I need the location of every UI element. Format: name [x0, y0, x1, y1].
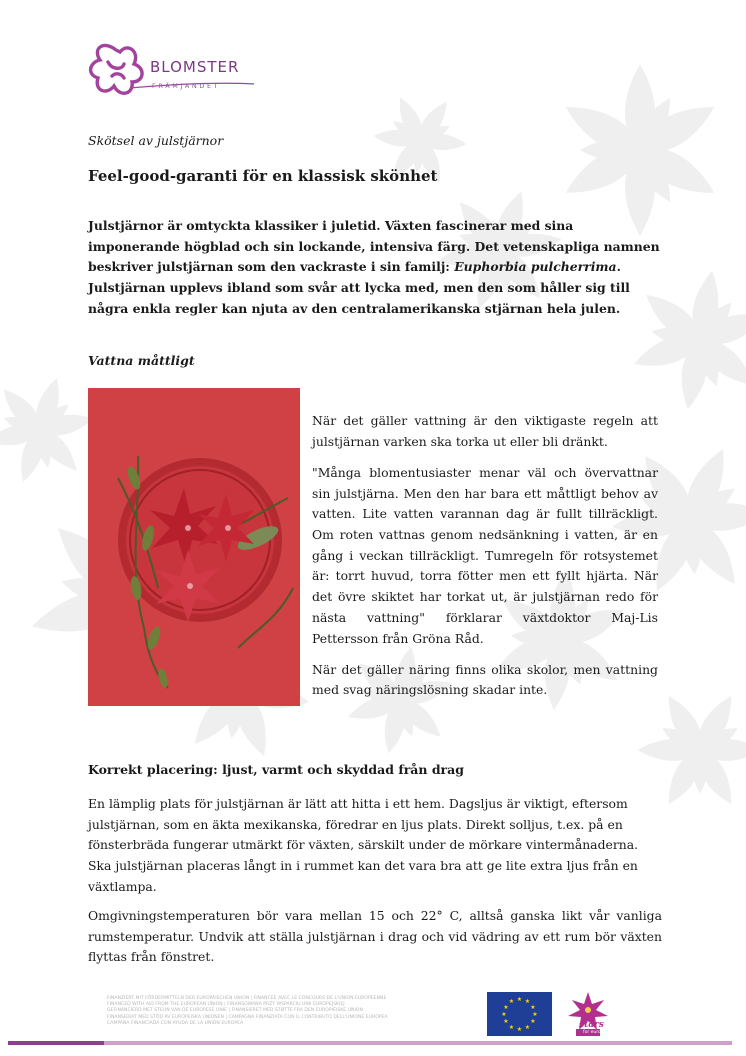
- svg-text:★: ★: [508, 1024, 515, 1031]
- eu-funding-notice: [107, 996, 479, 1027]
- watering-paragraph-1: När det gäller vattning är den viktigaste regeln att julstjärnan varken ska torka ut eller bli dränkt.: [312, 413, 658, 449]
- eu-flag-icon: [487, 992, 552, 1036]
- funding-line: FINANZIERT MIT FÖRDERMITTELN DER EUROPÄISCHEN UNION | FINANCEE AVEC LE CONCOURS DE L'UNION EUROPEENNE: [107, 996, 387, 1001]
- funding-line: CAMPAÑA FINANCIADA CON AYUDA DE LA UNIÓN EUROPEA: [107, 1020, 244, 1026]
- brand-name: BLOMSTER: [150, 58, 240, 76]
- svg-text:★: ★: [516, 1026, 523, 1033]
- svg-text:★: ★: [516, 996, 523, 1003]
- funding-line: FINANSIERAT MED STÖD AV EUROPEISKA UNIONEN | CAMPAGNA FINANZIATA CON IL CONTRIBUTO DELL'UNIONE EUROPEA: [107, 1014, 388, 1020]
- svg-text:★: ★: [530, 1018, 536, 1025]
- lead-rest: . Julstjärnan upplevs ibland som svår att lycka med, men den som håller sig till några enkla regler kan njuta av den centralamerikanska stjärnan hela julen.: [88, 259, 630, 316]
- watering-paragraph-3: När det gäller näring finns olika skolor, men vattning med svag näringslösning skadar inte.: [312, 661, 658, 698]
- brand-subtitle: FRÄMJANDET: [152, 82, 221, 90]
- svg-text:★: ★: [524, 1024, 531, 1031]
- svg-text:★: ★: [532, 1011, 538, 1018]
- article-headline: Feel-good-garanti för en klassisk skönhet: [88, 167, 438, 185]
- placement-paragraph-1: En lämplig plats för julstjärnan är lätt att hitta i ett hem. Dagsljus är viktigt, eftersom julstjärnan, som en äkta mexikanska, föredrar en ljus plats. Direkt solljus, t.ex. på en fönsterbräda fungerar utmärkt för växten, särskilt under de mörkare vintermånaderna. Ska julstjärnan placeras långt in i rummet kan det vara bra att ge lite extra ljus från en växtlampa.: [88, 796, 639, 894]
- article-kicker: Skötsel av julstjärnor: [88, 133, 224, 148]
- section-heading-watering: Vattna måttligt: [88, 353, 195, 368]
- svg-text:★: ★: [524, 998, 531, 1005]
- funding-line: FINANCED WITH AID FROM THE EUROPEAN UNION | FINANSOWANA PRZY WSPARCIU UNII EUROPEJSKIEJ: [107, 1002, 345, 1008]
- poinsettia-photo: [88, 388, 300, 706]
- footer-bar-dark: [8, 1041, 104, 1045]
- svg-text:★: ★: [501, 1011, 507, 1018]
- svg-text:★: ★: [503, 1004, 509, 1011]
- section-heading-placement: Korrekt placering: ljust, varmt och skyddad från drag: [88, 762, 464, 777]
- watering-column: [312, 411, 658, 712]
- lead-intro: Julstjärnor är omtyckta klassiker i juletid. Växten fascinerar med sina imponerande högblad och sin lockande, intensiva färg. Det vetenskapliga namnen beskriver julstjärnan som den vackraste i sin familj:: [88, 218, 660, 275]
- svg-text:★: ★: [503, 1018, 509, 1025]
- stars-label: stars: [579, 1020, 604, 1030]
- funding-line: GEFINANCIERD MET STEUN VAN DE EUROPESE UNIE | FINANSIERET MED STØTTE FRA DEN EUROPÆISKE UNION: [107, 1008, 363, 1014]
- poinsettia-shape: [558, 64, 722, 236]
- svg-text:★: ★: [508, 998, 515, 1005]
- placement-paragraph-2: Omgivningstemperaturen bör vara mellan 15 och 22° C, alltså ganska likt vår vanliga rumstemperatur. Undvik att ställa julstjärnan i drag och vid vädring av ett rum bör växten flyttas från fönstret.: [88, 908, 662, 965]
- lead-paragraph: [88, 216, 663, 320]
- latin-name: Euphorbia pulcherrima: [454, 259, 617, 275]
- footer-bar-light: [104, 1041, 732, 1045]
- watering-paragraph-2: "Många blomentusiaster menar väl och övervattnar sin julstjärna. Men den har bara ett måttligt behov av vatten. Lite vatten varannan dag är fullt tillräckligt. Om roten vattnas genom nedsänkning i vatten, är en gång i veckan tillräckligt. Tumregeln för rotsystemet är: torrt huvud, torra fötter men ett fyllt hjärta. När det övre skiktet har torkat ut, är julstjärnan redo för nästa vattning" förklarar växtdoktor Maj-Lis Pettersson från Gröna Råd.: [312, 464, 658, 646]
- svg-text:★: ★: [530, 1004, 536, 1011]
- stars-sublabel: for europe: [583, 1030, 607, 1035]
